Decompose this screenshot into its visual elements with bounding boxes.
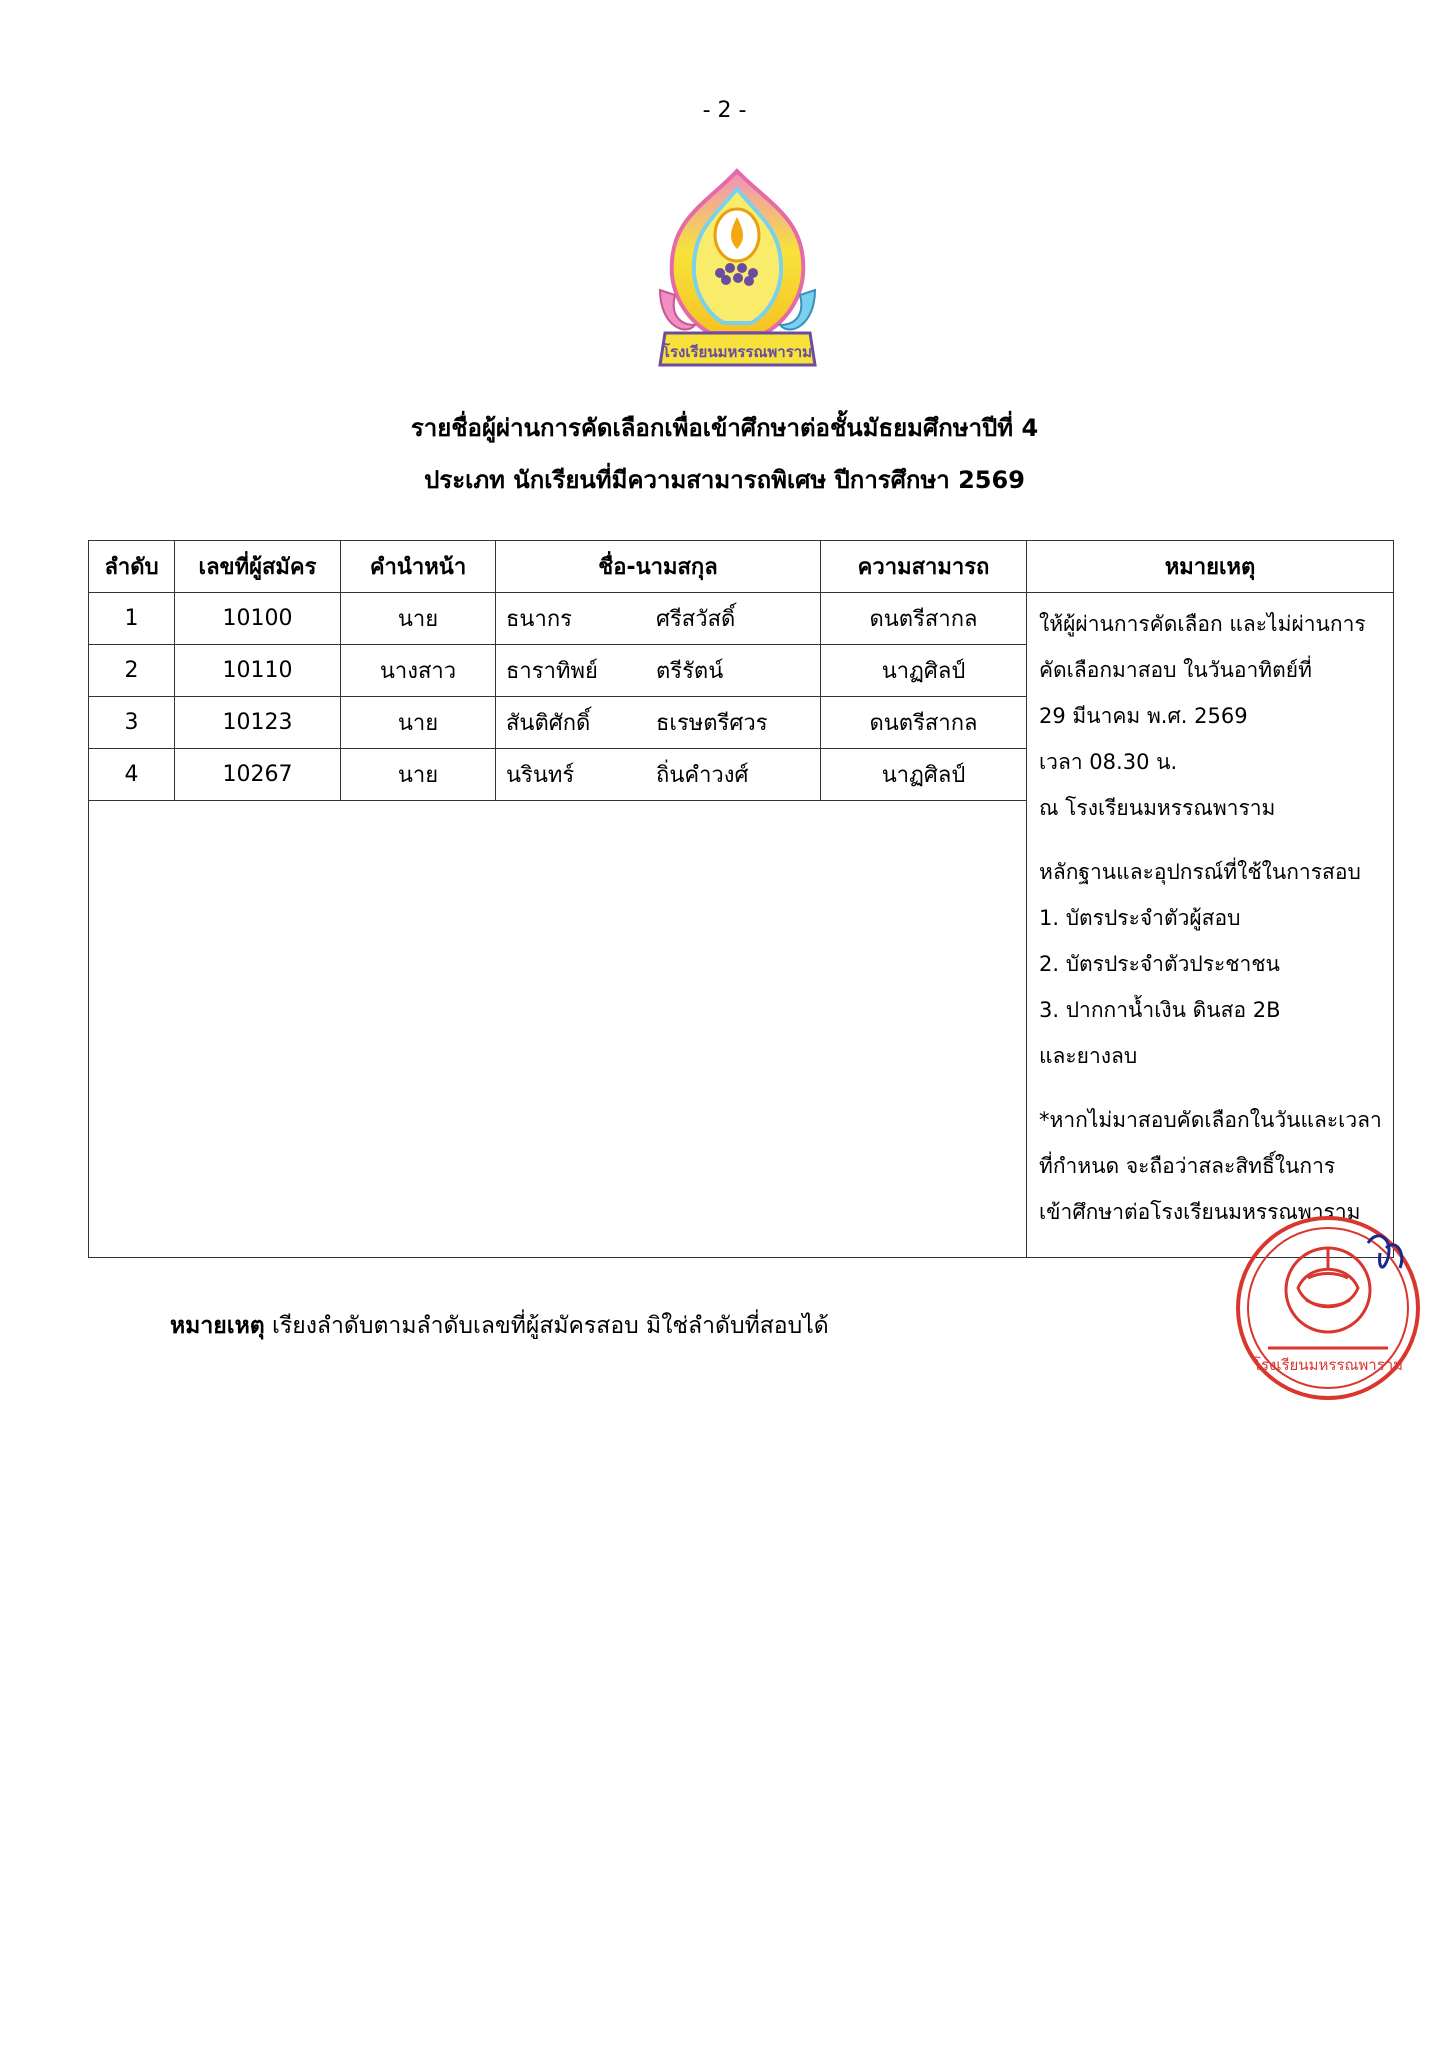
header-ability: ความสามารถ [821, 541, 1027, 593]
cell-name [496, 645, 821, 697]
cell-ability: นาฏศิลป์ [821, 645, 1027, 697]
first-name: ธาราทิพย์ [506, 659, 598, 684]
empty-cell [89, 801, 1027, 1258]
title-line-1: รายชื่อผู้ผ่านการคัดเลือกเพื่อเข้าศึกษาต่อชั้นมัธยมศึกษาปีที่ 4 [410, 414, 1039, 442]
cell-prefix: นางสาว [341, 645, 496, 697]
first-name: สันติศักดิ์ [506, 711, 591, 736]
table-header-row [89, 541, 1394, 593]
last-name: ถิ่นคำวงศ์ [656, 763, 749, 788]
cell-no: 4 [89, 749, 175, 801]
remark-line: 3. ปากกาน้ำเงิน ดินสอ 2B [1039, 998, 1281, 1022]
cell-no: 3 [89, 697, 175, 749]
cell-prefix: นาย [341, 593, 496, 645]
remark-line: เข้าศึกษาต่อโรงเรียนมหรรณพาราม [1039, 1200, 1361, 1224]
cell-name [496, 697, 821, 749]
header-app-id: เลขที่ผู้สมัคร [175, 541, 341, 593]
cell-app-id: 10100 [175, 593, 341, 645]
header-no: ลำดับ [89, 541, 175, 593]
remarks-cell [1027, 593, 1394, 1258]
table-row [89, 593, 1394, 645]
cell-app-id: 10123 [175, 697, 341, 749]
cell-app-id: 10267 [175, 749, 341, 801]
remark-line: *หากไม่มาสอบคัดเลือกในวันและเวลา [1039, 1108, 1382, 1132]
remark-line: คัดเลือกมาสอบ ในวันอาทิตย์ที่ [1039, 658, 1312, 682]
results-table [88, 540, 1394, 1258]
header-remarks: หมายเหตุ [1027, 541, 1394, 593]
header-name: ชื่อ-นามสกุล [496, 541, 821, 593]
remark-line: หลักฐานและอุปกรณ์ที่ใช้ในการสอบ [1039, 860, 1361, 884]
remark-line: 2. บัตรประจำตัวประชาชน [1039, 952, 1280, 976]
school-logo [650, 165, 825, 375]
header-prefix: คำนำหน้า [341, 541, 496, 593]
cell-name [496, 749, 821, 801]
remark-line: 1. บัตรประจำตัวผู้สอบ [1039, 906, 1241, 930]
remark-line: และยางลบ [1039, 1044, 1138, 1068]
remark-line: ให้ผู้ผ่านการคัดเลือก และไม่ผ่านการ [1039, 612, 1366, 636]
school-seal-stamp [1228, 1208, 1428, 1408]
cell-prefix: นาย [341, 749, 496, 801]
last-name: ธเรษตรีศวร [656, 711, 768, 736]
first-name: นรินทร์ [506, 763, 575, 788]
cell-no: 2 [89, 645, 175, 697]
cell-prefix: นาย [341, 697, 496, 749]
cell-name [496, 593, 821, 645]
title-line-2: ประเภท นักเรียนที่มีความสามารถพิเศษ ปีการศึกษา 2569 [424, 466, 1025, 494]
remark-line: ที่กำหนด จะถือว่าสละสิทธิ์ในการ [1039, 1154, 1336, 1178]
page-number: - 2 - [702, 98, 747, 123]
remark-line: 29 มีนาคม พ.ศ. 2569 [1039, 704, 1248, 728]
remark-line: ณ โรงเรียนมหรรณพาราม [1039, 796, 1276, 820]
cell-ability: ดนตรีสากล [821, 697, 1027, 749]
logo-text: โรงเรียนมหรรณพาราม [661, 343, 813, 361]
last-name: ตรีรัตน์ [656, 659, 724, 684]
footnote-text: เรียงลำดับตามลำดับเลขที่ผู้สมัครสอบ มิใช่ลำดับที่สอบได้ [264, 1313, 829, 1339]
cell-ability: ดนตรีสากล [821, 593, 1027, 645]
stamp-text: โรงเรียนมหรรณพาราม [1252, 1356, 1404, 1374]
first-name: ธนากร [506, 607, 572, 632]
remark-line: เวลา 08.30 น. [1039, 750, 1178, 774]
footnote [170, 1308, 829, 1344]
footnote-label: หมายเหตุ [170, 1313, 265, 1339]
cell-ability: นาฏศิลป์ [821, 749, 1027, 801]
cell-no: 1 [89, 593, 175, 645]
last-name: ศรีสวัสดิ์ [656, 607, 736, 632]
cell-app-id: 10110 [175, 645, 341, 697]
